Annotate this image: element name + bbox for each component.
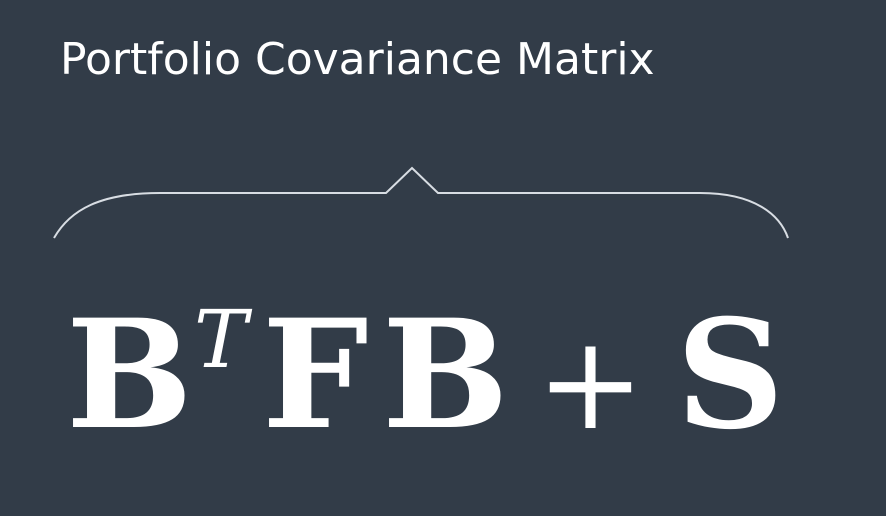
formula-f-matrix: F	[262, 287, 369, 463]
formula-transpose-superscript: T	[194, 293, 248, 386]
overbrace-path	[54, 168, 788, 238]
formula-s-matrix: S	[676, 287, 785, 463]
formula-b-matrix-second: B	[382, 287, 509, 463]
formula-b-matrix: B	[66, 287, 193, 463]
formula-plus-sign: +	[536, 307, 645, 459]
slide-title: Portfolio Covariance Matrix	[60, 34, 655, 85]
